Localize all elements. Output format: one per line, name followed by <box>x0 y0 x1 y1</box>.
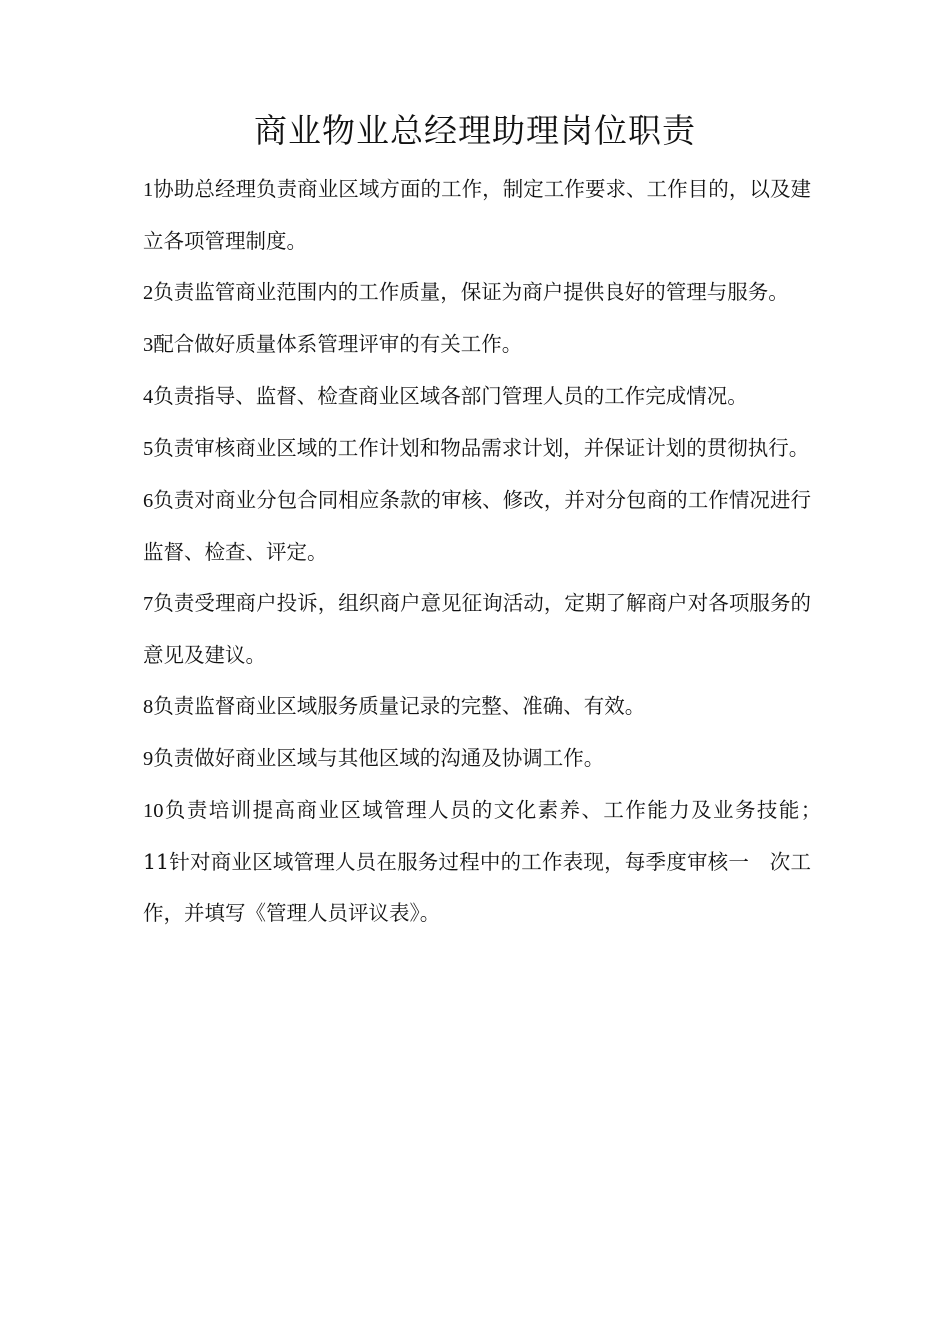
item-number: 8 <box>143 696 154 718</box>
item-text: 负责培训提高商业区域管理人员的文化素养、工作能力及业务技能； 11针对商业区域管理人员在服务过程中的工作表现，每季度审核一 次工作，并填写《管理人员评议表》。 <box>143 798 832 925</box>
item-text: 负责审核商业区域的工作计划和物品需求计划，并保证计划的贯彻执行。 <box>153 436 810 460</box>
item-number: 10 <box>143 800 164 822</box>
item-number: 6 <box>143 490 154 512</box>
list-item <box>143 371 811 423</box>
item-number: 4 <box>143 386 154 408</box>
list-item <box>143 267 811 319</box>
item-text: 负责监督商业区域服务质量记录的完整、准确、有效。 <box>153 694 646 718</box>
item-number: 5 <box>143 438 154 460</box>
list-item <box>143 578 811 681</box>
item-text: 负责对商业分包合同相应条款的审核、修改，并对分包商的工作情况进行监督、检查、评定。 <box>143 488 811 564</box>
item-number: 7 <box>143 593 154 615</box>
list-item <box>143 785 832 939</box>
list-item <box>143 164 811 267</box>
item-text: 协助总经理负责商业区域方面的工作，制定工作要求、工作目的，以及建立各项管理制度。 <box>143 177 811 253</box>
item-text: 负责受理商户投诉，组织商户意见征询活动，定期了解商户对各项服务的意见及建议。 <box>143 591 811 667</box>
list-item <box>143 423 811 475</box>
item-text: 负责指导、监督、检查商业区域各部门管理人员的工作完成情况。 <box>153 384 748 408</box>
list-item <box>143 475 811 578</box>
item-text: 负责做好商业区域与其他区域的沟通及协调工作。 <box>153 746 605 770</box>
list-item <box>143 319 811 371</box>
list-item <box>143 681 811 733</box>
item-number: 1 <box>143 179 154 201</box>
item-number: 2 <box>143 282 154 304</box>
item-text: 配合做好质量体系管理评审的有关工作。 <box>153 332 523 356</box>
item-number: 9 <box>143 748 154 770</box>
list-item <box>143 733 811 785</box>
duty-list <box>143 164 832 939</box>
page-title: 商业物业总经理助理岗位职责 <box>254 111 696 150</box>
item-text: 负责监管商业范围内的工作质量，保证为商户提供良好的管理与服务。 <box>153 280 789 304</box>
item-number: 3 <box>143 334 154 356</box>
